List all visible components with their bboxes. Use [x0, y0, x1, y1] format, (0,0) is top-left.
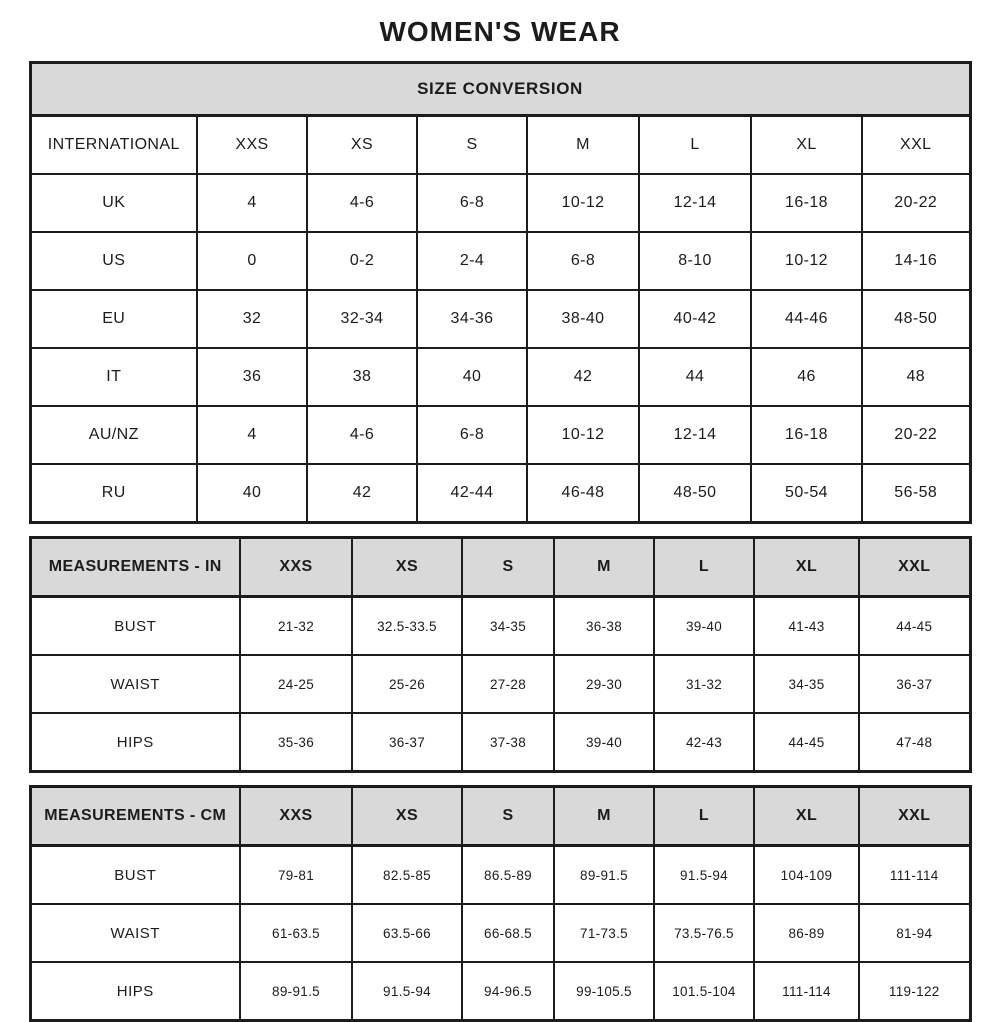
row-label: IT	[30, 348, 197, 406]
size-cell: 44-46	[751, 290, 862, 348]
table-row-waist-in	[30, 655, 970, 713]
col-header-xxl: XXL	[862, 116, 970, 175]
page-title: WOMEN'S WEAR	[379, 16, 621, 47]
measurement-cell: 36-37	[859, 655, 970, 713]
col-header-l: L	[639, 116, 751, 175]
col-header-xs: XS	[352, 538, 462, 597]
measurement-cell: 36-37	[352, 713, 462, 772]
col-header-xxs: XXS	[197, 116, 307, 175]
measurement-cell: 47-48	[859, 713, 970, 772]
measurement-cell: 34-35	[754, 655, 859, 713]
size-cell: 16-18	[751, 174, 862, 232]
row-label: WAIST	[30, 655, 240, 713]
measurement-cell: 24-25	[240, 655, 352, 713]
size-cell: 20-22	[862, 174, 970, 232]
measurement-cell: 41-43	[754, 597, 859, 656]
col-header-xl: XL	[754, 538, 859, 597]
measurement-cell: 89-91.5	[554, 846, 654, 905]
col-header-l: L	[654, 787, 754, 846]
measurements-in-table	[29, 536, 972, 773]
col-header-international: INTERNATIONAL	[30, 116, 197, 175]
measurement-cell: 29-30	[554, 655, 654, 713]
measurement-cell: 111-114	[859, 846, 970, 905]
row-label: BUST	[30, 597, 240, 656]
size-cell: 16-18	[751, 406, 862, 464]
column-header-row	[30, 116, 970, 175]
measurement-cell: 91.5-94	[352, 962, 462, 1021]
size-conversion-header: SIZE CONVERSION	[30, 63, 970, 116]
col-header-m: M	[554, 538, 654, 597]
size-cell: 8-10	[639, 232, 751, 290]
measurement-cell: 34-35	[462, 597, 554, 656]
measurement-cell: 27-28	[462, 655, 554, 713]
table-row-hips-cm	[30, 962, 970, 1021]
row-label: EU	[30, 290, 197, 348]
size-cell: 4	[197, 406, 307, 464]
col-header-xl: XL	[751, 116, 862, 175]
size-cell: 14-16	[862, 232, 970, 290]
measurement-cell: 44-45	[754, 713, 859, 772]
measurement-cell: 101.5-104	[654, 962, 754, 1021]
size-cell: 40	[417, 348, 527, 406]
size-cell: 46-48	[527, 464, 639, 523]
measurement-cell: 36-38	[554, 597, 654, 656]
measurement-cell: 82.5-85	[352, 846, 462, 905]
measurement-cell: 61-63.5	[240, 904, 352, 962]
size-conversion-table	[29, 61, 972, 524]
measurements-in-header-row	[30, 538, 970, 597]
size-cell: 34-36	[417, 290, 527, 348]
size-cell: 4-6	[307, 406, 417, 464]
size-cell: 42-44	[417, 464, 527, 523]
table-row-bust-cm	[30, 846, 970, 905]
measurement-cell: 21-32	[240, 597, 352, 656]
size-cell: 42	[527, 348, 639, 406]
measurements-cm-header-row	[30, 787, 970, 846]
size-cell: 32-34	[307, 290, 417, 348]
size-cell: 48	[862, 348, 970, 406]
col-header-xs: XS	[307, 116, 417, 175]
col-header-s: S	[462, 787, 554, 846]
table-row-eu	[30, 290, 970, 348]
size-cell: 4-6	[307, 174, 417, 232]
measurement-cell: 86-89	[754, 904, 859, 962]
size-cell: 12-14	[639, 406, 751, 464]
measurement-cell: 99-105.5	[554, 962, 654, 1021]
measurements-in-title: MEASUREMENTS - IN	[30, 538, 240, 597]
col-header-xs: XS	[352, 787, 462, 846]
measurement-cell: 35-36	[240, 713, 352, 772]
measurement-cell: 111-114	[754, 962, 859, 1021]
table-row-us	[30, 232, 970, 290]
measurements-cm-table	[29, 785, 972, 1022]
size-cell: 10-12	[527, 174, 639, 232]
size-cell: 38-40	[527, 290, 639, 348]
row-label: US	[30, 232, 197, 290]
size-cell: 40	[197, 464, 307, 523]
size-cell: 48-50	[639, 464, 751, 523]
col-header-s: S	[417, 116, 527, 175]
row-label: AU/NZ	[30, 406, 197, 464]
measurement-cell: 66-68.5	[462, 904, 554, 962]
measurement-cell: 39-40	[554, 713, 654, 772]
size-cell: 40-42	[639, 290, 751, 348]
table-row-bust-in	[30, 597, 970, 656]
col-header-xxl: XXL	[859, 787, 970, 846]
measurement-cell: 94-96.5	[462, 962, 554, 1021]
size-cell: 6-8	[417, 406, 527, 464]
measurements-cm-title: MEASUREMENTS - CM	[30, 787, 240, 846]
measurement-cell: 25-26	[352, 655, 462, 713]
table-row-uk	[30, 174, 970, 232]
measurement-cell: 73.5-76.5	[654, 904, 754, 962]
measurement-cell: 91.5-94	[654, 846, 754, 905]
size-cell: 46	[751, 348, 862, 406]
size-cell: 6-8	[527, 232, 639, 290]
table-row-hips-in	[30, 713, 970, 772]
measurement-cell: 44-45	[859, 597, 970, 656]
row-label: WAIST	[30, 904, 240, 962]
size-cell: 56-58	[862, 464, 970, 523]
row-label: UK	[30, 174, 197, 232]
measurement-cell: 63.5-66	[352, 904, 462, 962]
col-header-l: L	[654, 538, 754, 597]
measurement-cell: 104-109	[754, 846, 859, 905]
col-header-xl: XL	[754, 787, 859, 846]
measurement-cell: 89-91.5	[240, 962, 352, 1021]
table-row-it	[30, 348, 970, 406]
size-cell: 10-12	[751, 232, 862, 290]
row-label: RU	[30, 464, 197, 523]
size-chart-page	[29, 0, 972, 1022]
col-header-xxs: XXS	[240, 538, 352, 597]
table-caption-row	[30, 63, 970, 116]
table-row-aunz	[30, 406, 970, 464]
row-label: HIPS	[30, 962, 240, 1021]
measurement-cell: 79-81	[240, 846, 352, 905]
size-cell: 32	[197, 290, 307, 348]
size-cell: 42	[307, 464, 417, 523]
size-cell: 38	[307, 348, 417, 406]
measurement-cell: 37-38	[462, 713, 554, 772]
size-cell: 48-50	[862, 290, 970, 348]
table-row-waist-cm	[30, 904, 970, 962]
row-label: BUST	[30, 846, 240, 905]
size-cell: 0	[197, 232, 307, 290]
col-header-xxs: XXS	[240, 787, 352, 846]
table-row-ru	[30, 464, 970, 523]
measurement-cell: 81-94	[859, 904, 970, 962]
size-cell: 36	[197, 348, 307, 406]
size-cell: 4	[197, 174, 307, 232]
size-cell: 50-54	[751, 464, 862, 523]
size-cell: 10-12	[527, 406, 639, 464]
size-cell: 0-2	[307, 232, 417, 290]
size-cell: 6-8	[417, 174, 527, 232]
col-header-xxl: XXL	[859, 538, 970, 597]
measurement-cell: 86.5-89	[462, 846, 554, 905]
measurement-cell: 32.5-33.5	[352, 597, 462, 656]
measurement-cell: 119-122	[859, 962, 970, 1021]
measurement-cell: 42-43	[654, 713, 754, 772]
size-cell: 44	[639, 348, 751, 406]
measurement-cell: 71-73.5	[554, 904, 654, 962]
size-cell: 20-22	[862, 406, 970, 464]
col-header-s: S	[462, 538, 554, 597]
col-header-m: M	[527, 116, 639, 175]
size-cell: 2-4	[417, 232, 527, 290]
col-header-m: M	[554, 787, 654, 846]
row-label: HIPS	[30, 713, 240, 772]
measurement-cell: 31-32	[654, 655, 754, 713]
measurement-cell: 39-40	[654, 597, 754, 656]
size-cell: 12-14	[639, 174, 751, 232]
